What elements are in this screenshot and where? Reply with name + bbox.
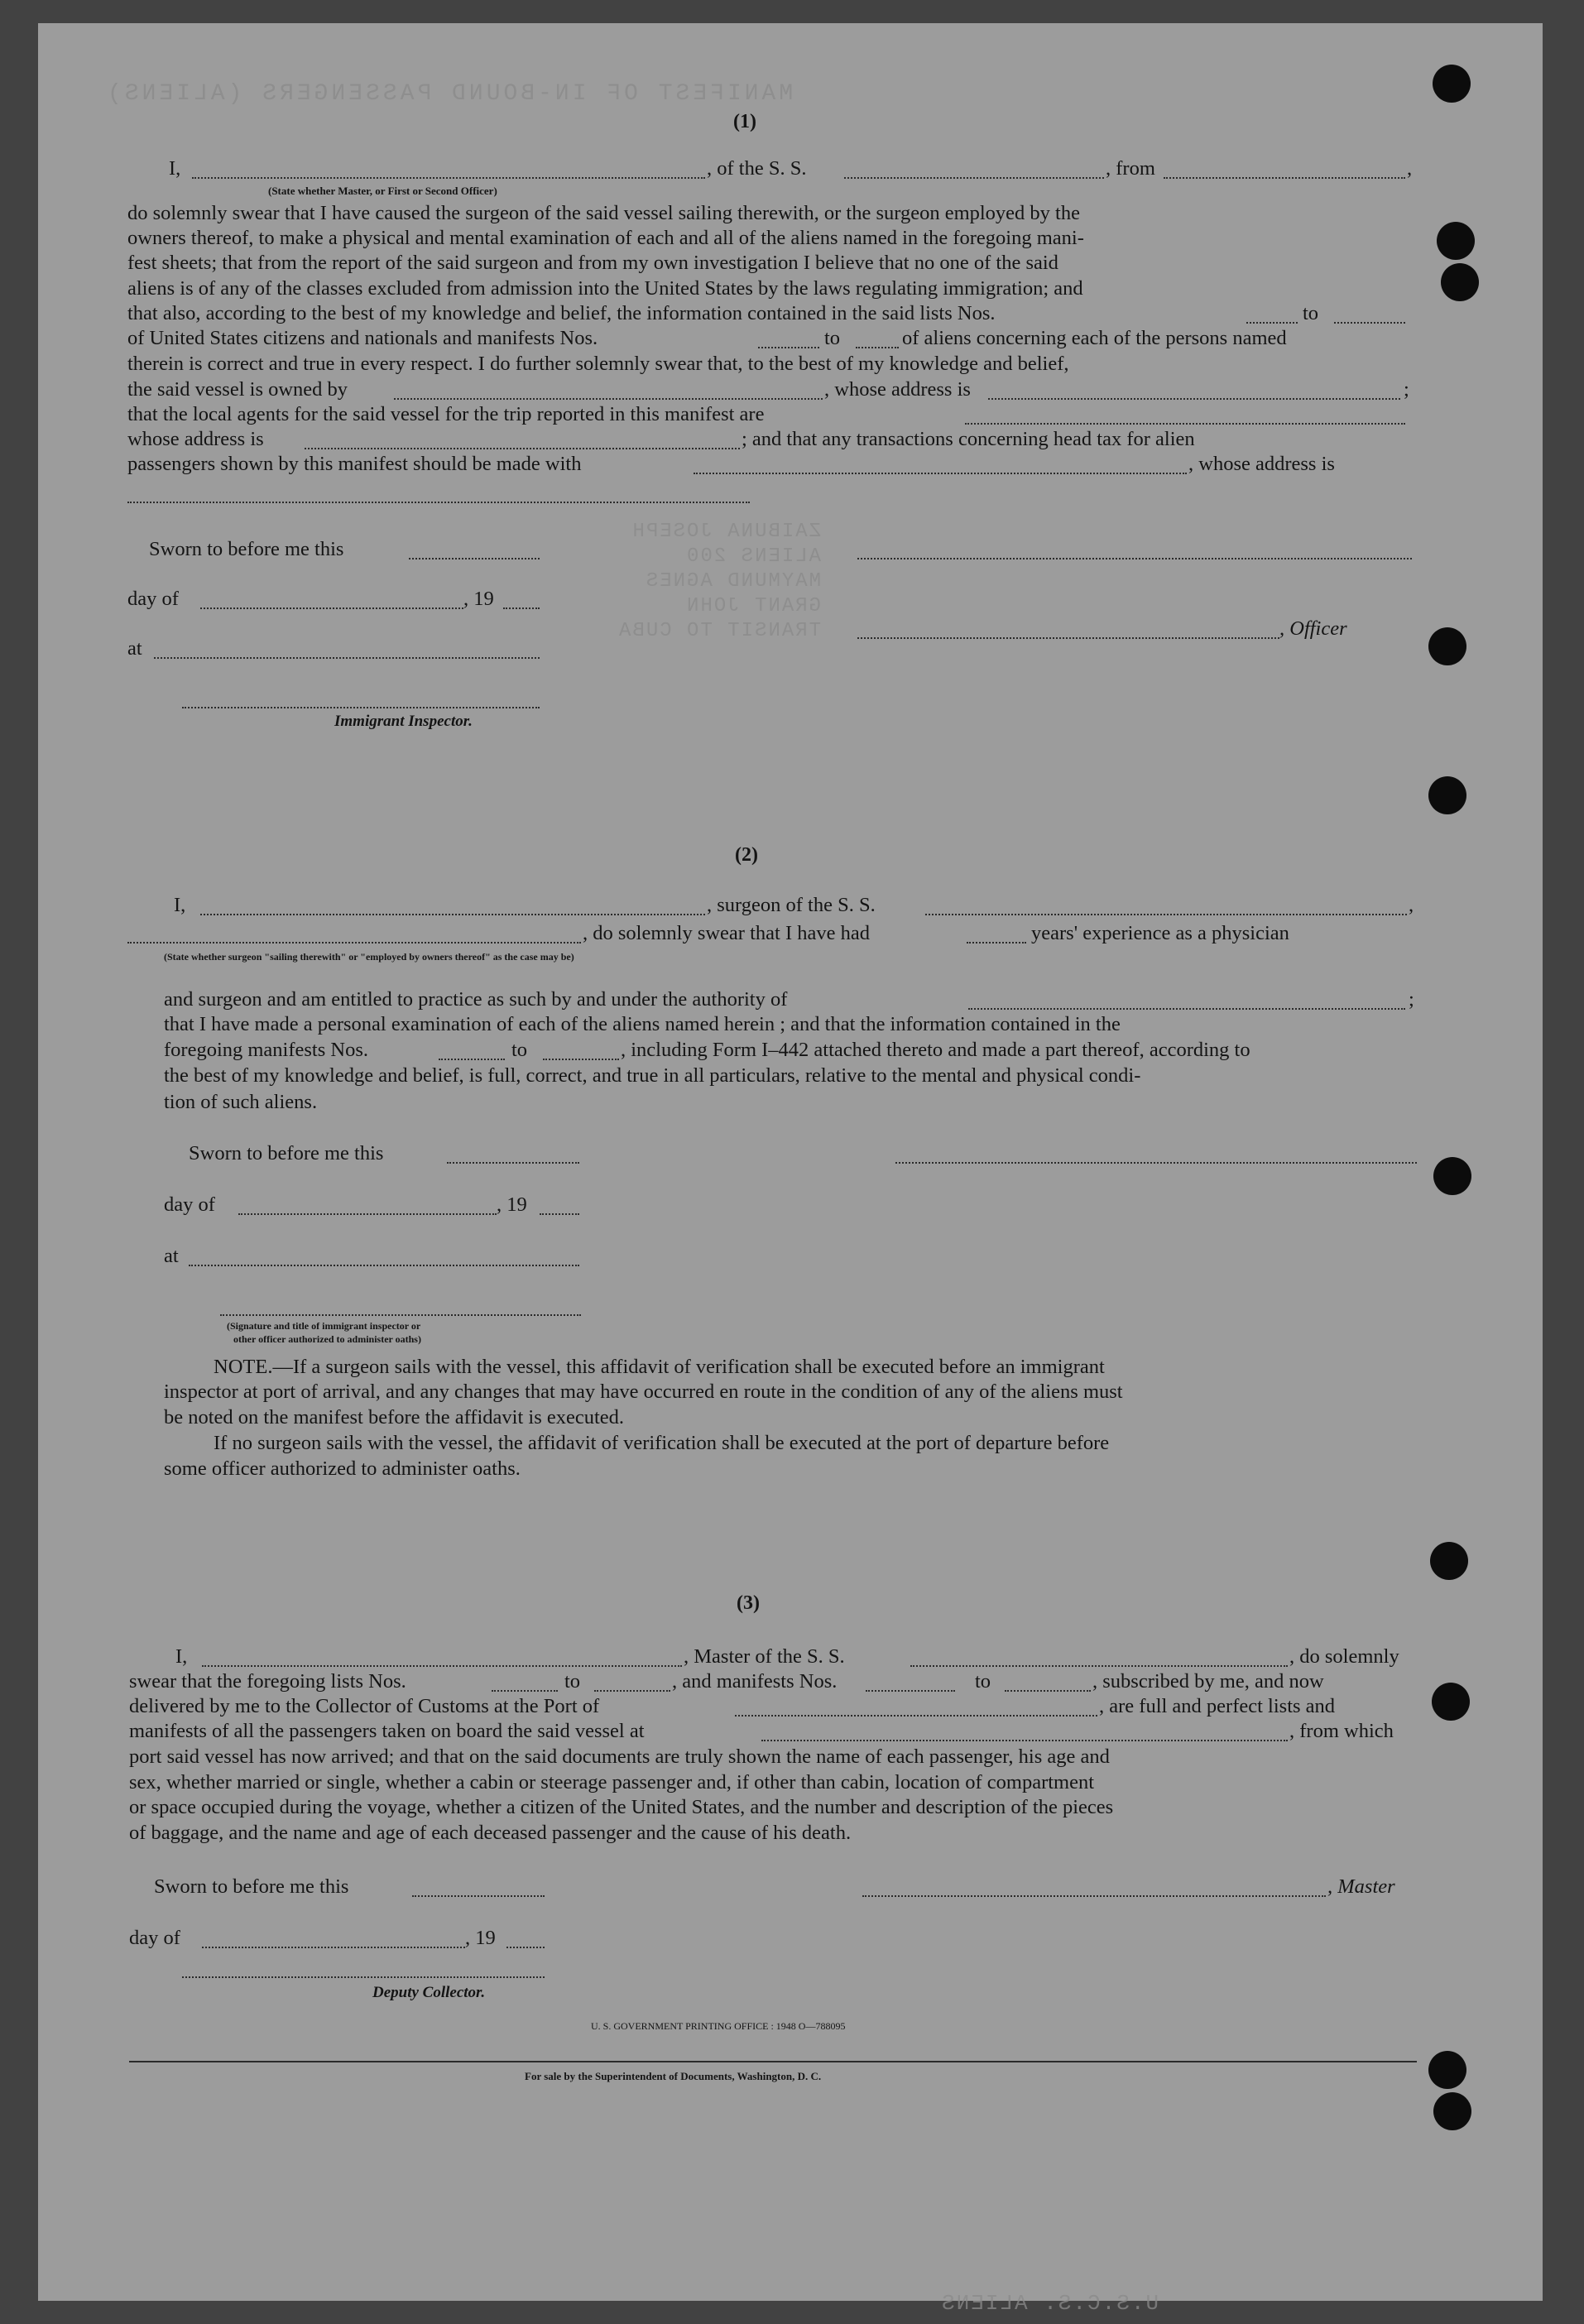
day-of-month-field[interactable]: [238, 1213, 497, 1215]
section-1-line: of United States citizens and nationals and manifests Nos.: [127, 327, 598, 349]
agents-address-field[interactable]: [305, 448, 740, 449]
punch-hole: [1437, 222, 1475, 260]
manifests-of-passengers-label: manifests of all the passengers taken on board the said vessel at: [129, 1720, 645, 1742]
to-label: to: [824, 327, 841, 349]
semicolon: ;: [1409, 988, 1414, 1011]
at-label: at: [127, 637, 142, 660]
section-3-i: I,: [175, 1645, 188, 1668]
footer-rule: [129, 2061, 1417, 2062]
from-which-label: , from which: [1289, 1720, 1394, 1742]
vessel-name-field[interactable]: [844, 177, 1104, 179]
local-agents-field[interactable]: [965, 423, 1405, 425]
master-signature-field[interactable]: [862, 1895, 1326, 1897]
form-page: [38, 23, 1543, 2316]
section-1-line: fest sheets; that from the report of the said surgeon and from my own investigation I believe that no one of the said: [127, 252, 1058, 274]
surgeon-name-field[interactable]: [200, 914, 705, 915]
master-label: , Master: [1327, 1875, 1395, 1898]
embarkation-port-field[interactable]: [761, 1740, 1288, 1741]
to-label: to: [564, 1670, 581, 1693]
head-tax-label: ; and that any transactions concerning head tax for alien: [742, 428, 1195, 450]
years-experience-field[interactable]: [967, 942, 1026, 944]
section-1-line: that the local agents for the said vessel for the trip reported in this manifest are: [127, 403, 765, 425]
at-label: at: [164, 1245, 179, 1267]
to-label: to: [1303, 302, 1319, 324]
section-1-from: , from: [1106, 157, 1155, 180]
section-3-line: sex, whether married or single, whether a cabin or steerage passenger and, if other than cabin, location of compartment: [129, 1771, 1095, 1793]
section-2-number: (2): [735, 844, 758, 866]
section-1-line: do solemnly swear that I have caused the surgeon of the said vessel sailing therewith, or the surgeon employed by the: [127, 202, 1080, 224]
note-line: be noted on the manifest before the affidavit is executed.: [164, 1406, 625, 1428]
note-line: inspector at port of arrival, and any changes that may have occurred en route in the condition of any of the aliens must: [164, 1380, 1123, 1403]
sworn-date-field[interactable]: [447, 1162, 579, 1164]
to-label: to: [511, 1039, 528, 1061]
section-2-line: that I have made a personal examination of each of the aliens named herein ; and that the information contained in the: [164, 1013, 1121, 1035]
printing-office-imprint: U. S. GOVERNMENT PRINTING OFFICE : 1948 O—788095: [591, 2020, 846, 2032]
master-manifests-from-field[interactable]: [866, 1690, 955, 1692]
section-1-line: that also, according to the best of my knowledge and belief, the information contained in the said lists Nos.: [127, 302, 996, 324]
sworn-date-field[interactable]: [409, 558, 540, 559]
surgeon-status-field[interactable]: [127, 942, 581, 944]
section-1-of-ss: , of the S. S.: [707, 157, 807, 180]
year-prefix: , 19: [463, 588, 494, 610]
comma: ,: [1409, 894, 1414, 916]
bleed-through-header: MANIFEST OF IN-BOUND PASSENGERS (ALIENS): [104, 81, 794, 107]
punch-hole: [1441, 263, 1479, 301]
section-2-line: tion of such aliens.: [164, 1091, 318, 1113]
head-tax-contact-field[interactable]: [694, 473, 1187, 474]
note-line: If no surgeon sails with the vessel, the affidavit of verification shall be executed at the port of departure before: [214, 1432, 1110, 1454]
sworn-date-field[interactable]: [412, 1895, 545, 1897]
lists-to-field[interactable]: [1334, 322, 1405, 324]
sale-notice: For sale by the Superintendent of Documents, Washington, D. C.: [525, 2070, 822, 2082]
sworn-label: Sworn to before me this: [149, 538, 344, 560]
surgeon-vessel-field[interactable]: [925, 914, 1407, 915]
surgeon-manifests-to-field[interactable]: [543, 1059, 619, 1060]
master-name-field[interactable]: [202, 1665, 682, 1667]
at-place-field[interactable]: [154, 657, 540, 659]
year-prefix: , 19: [497, 1193, 527, 1216]
section-1-line: passengers shown by this manifest should be made with: [127, 453, 582, 475]
section-3-line: of baggage, and the name and age of each deceased passenger and the cause of his death.: [129, 1822, 852, 1844]
officer-title-field[interactable]: [857, 637, 1279, 639]
punch-hole: [1428, 776, 1466, 814]
inspector-signature-field[interactable]: [182, 707, 540, 708]
year-field[interactable]: [506, 1947, 545, 1948]
day-of-label: day of: [127, 588, 179, 610]
section-1-line: the said vessel is owned by: [127, 378, 348, 401]
day-of-month-field[interactable]: [200, 607, 463, 609]
section-2-caption: (State whether surgeon "sailing therewith" or "employed by owners thereof" as the case may be): [164, 951, 574, 963]
surgeon-signature-field[interactable]: [895, 1162, 1417, 1164]
sworn-label: Sworn to before me this: [154, 1875, 349, 1898]
year-prefix: , 19: [465, 1927, 496, 1949]
section-2-i: I,: [174, 894, 186, 916]
section-1-line: aliens is of any of the classes excluded from admission into the United States by the laws regulating immigration; and: [127, 277, 1083, 300]
master-manifests-to-field[interactable]: [1005, 1690, 1091, 1692]
port-of-arrival-field[interactable]: [735, 1715, 1097, 1717]
master-lists-to-field[interactable]: [594, 1690, 670, 1692]
note-line: some officer authorized to administer oaths.: [164, 1457, 521, 1480]
section-1-caption: (State whether Master, or First or Second Officer): [268, 185, 497, 197]
section-1-line: therein is correct and true in every respect. I do further solemnly swear that, to the best of my knowledge and belief,: [127, 353, 1069, 375]
subscribed-label: , subscribed by me, and now: [1092, 1670, 1324, 1693]
punch-hole: [1428, 2051, 1466, 2089]
section-3-line: port said vessel has now arrived; and that on the said documents are truly shown the name of each passenger, his age and: [129, 1745, 1110, 1768]
comma: ,: [1407, 157, 1413, 180]
years-experience-label: years' experience as a physician: [1031, 922, 1289, 944]
manifests-from-field[interactable]: [758, 347, 819, 348]
bleed-through-list: ZAIBUNA JOSEPH ALIENS 200 MAYMUND AGNES GRANT JOHN TRANSIT TO CUBA: [617, 521, 822, 642]
semicolon: ;: [1404, 378, 1409, 401]
manifests-to-field[interactable]: [856, 347, 899, 348]
do-solemnly-label: , do solemnly: [1289, 1645, 1399, 1668]
form-label: , including Form I–442 attached thereto and made a part thereof, according to: [621, 1039, 1250, 1061]
section-1-line: owners thereof, to make a physical and mental examination of each and all of the aliens named in the foregoing mani-: [127, 227, 1084, 249]
day-of-month-field[interactable]: [202, 1947, 465, 1948]
of-aliens-label: of aliens concerning each of the persons named: [902, 327, 1287, 349]
officer-name-field[interactable]: [192, 177, 705, 179]
signature-caption: (Signature and title of immigrant inspector or: [227, 1320, 421, 1332]
deputy-collector-label: Deputy Collector.: [372, 1984, 486, 2001]
authority-field[interactable]: [968, 1008, 1405, 1010]
manifests-nos-label: , and manifests Nos.: [672, 1670, 838, 1693]
punch-hole: [1433, 1157, 1471, 1195]
master-vessel-field[interactable]: [910, 1665, 1288, 1667]
section-1-line: whose address is: [127, 428, 264, 450]
surgeon-swear-label: , do solemnly swear that I have had: [583, 922, 870, 944]
sworn-label: Sworn to before me this: [189, 1142, 384, 1164]
administering-officer-signature-field[interactable]: [220, 1314, 581, 1316]
whose-address-label: , whose address is: [1188, 453, 1335, 475]
punch-hole: [1433, 65, 1471, 103]
punch-hole: [1433, 2092, 1471, 2130]
officer-signature-field[interactable]: [857, 558, 1412, 559]
surgeon-of-ss-label: , surgeon of the S. S.: [707, 894, 876, 916]
deputy-collector-signature-field[interactable]: [182, 1976, 545, 1978]
punch-hole: [1428, 627, 1466, 665]
section-3-number: (3): [737, 1592, 760, 1614]
year-field[interactable]: [503, 607, 540, 609]
signature-caption: other officer authorized to administer oaths): [233, 1333, 421, 1345]
section-2-line: the best of my knowledge and belief, is full, correct, and true in all particulars, relative to the mental and physical condi-: [164, 1064, 1141, 1087]
section-2-line: foregoing manifests Nos.: [164, 1039, 368, 1061]
bleed-through-footer: U.S.C.S. ALIENS: [940, 2291, 1159, 2316]
section-3-line: or space occupied during the voyage, whether a citizen of the United States, and the number and description of the pieces: [129, 1796, 1114, 1818]
full-perfect-label: , are full and perfect lists and: [1099, 1695, 1336, 1717]
punch-hole: [1430, 1542, 1468, 1580]
owner-address-field[interactable]: [988, 398, 1400, 400]
whose-address-label: , whose address is: [824, 378, 971, 401]
section-1-number: (1): [733, 111, 756, 132]
punch-hole: [1432, 1683, 1470, 1721]
year-field[interactable]: [540, 1213, 579, 1215]
inspector-label: Immigrant Inspector.: [334, 713, 473, 730]
from-port-field[interactable]: [1164, 177, 1405, 179]
master-of-ss-label: , Master of the S. S.: [684, 1645, 845, 1668]
day-of-label: day of: [164, 1193, 215, 1216]
section-1-i: I,: [169, 157, 181, 180]
note-line: NOTE.—If a surgeon sails with the vessel, this affidavit of verification shall be executed before an immigrant: [214, 1356, 1105, 1378]
owner-field[interactable]: [394, 398, 823, 400]
at-place-field[interactable]: [189, 1265, 579, 1266]
master-lists-from-field[interactable]: [492, 1690, 558, 1692]
officer-label: , Officer: [1279, 617, 1347, 640]
section-2-line: and surgeon and am entitled to practice as such by and under the authority of: [164, 988, 788, 1011]
to-label: to: [975, 1670, 991, 1693]
delivered-label: delivered by me to the Collector of Customs at the Port of: [129, 1695, 600, 1717]
surgeon-manifests-from-field[interactable]: [439, 1059, 505, 1060]
day-of-label: day of: [129, 1927, 180, 1949]
lists-from-field[interactable]: [1246, 322, 1298, 324]
head-tax-address-field[interactable]: [127, 502, 750, 503]
section-3-swear: swear that the foregoing lists Nos.: [129, 1670, 406, 1693]
